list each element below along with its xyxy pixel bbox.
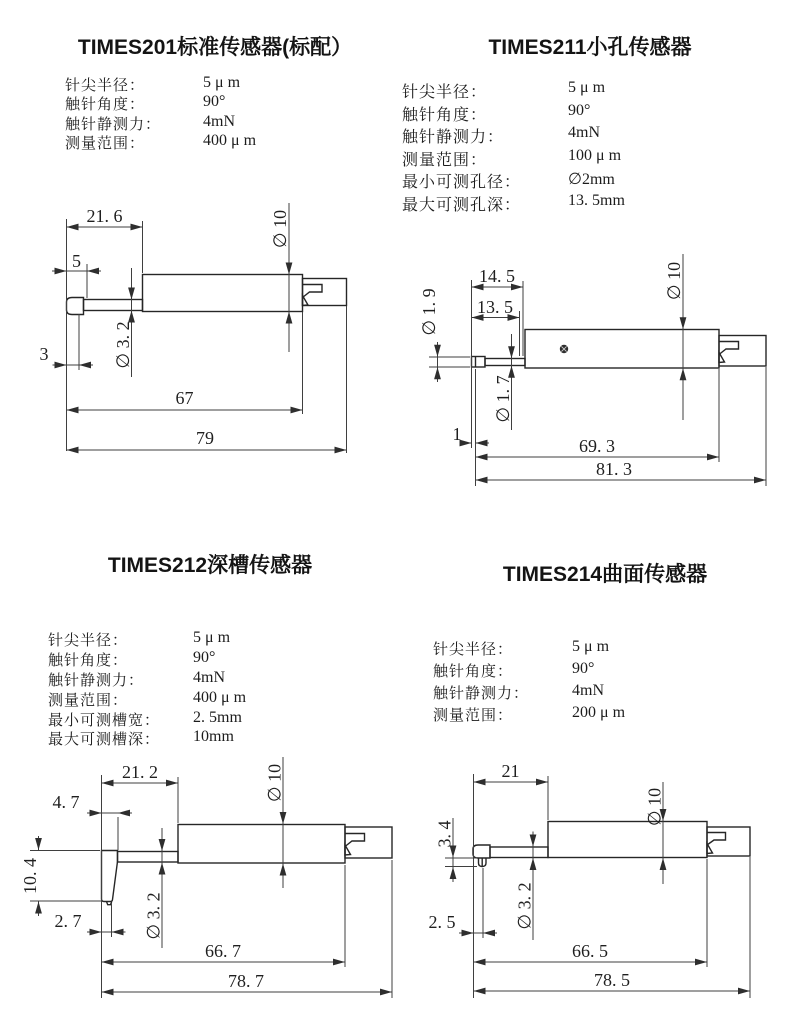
spec-label: 最大可测孔深： xyxy=(402,196,522,214)
dim-body-length-label: 66. 7 xyxy=(205,941,241,961)
connector-wedge xyxy=(719,353,725,363)
connector xyxy=(345,827,392,858)
spec-value: 5 μ m xyxy=(193,629,231,646)
dimension-labels xyxy=(40,206,291,448)
sensor-body xyxy=(525,330,719,369)
spec-label: 触针静测力： xyxy=(48,672,145,689)
spec-row xyxy=(48,629,231,649)
dim-top-length2-label: 13. 5 xyxy=(477,297,513,317)
spec-row xyxy=(433,638,610,660)
spec-value: 90° xyxy=(572,660,595,677)
dim-total-length-label: 81. 3 xyxy=(596,459,632,479)
spec-value: 90° xyxy=(568,101,591,119)
spec-value: 90° xyxy=(203,93,226,111)
connector-wedge xyxy=(303,296,309,306)
spec-value: 10mm xyxy=(193,728,234,746)
spec-label: 触针静测力： xyxy=(65,116,162,133)
dim-body-length-label: 66. 5 xyxy=(572,941,608,961)
dim-top-length-label: 14. 5 xyxy=(479,266,515,286)
sensor-title: TIMES211小孔传感器 xyxy=(488,36,692,59)
connector-latch xyxy=(303,285,323,298)
stylus-tip xyxy=(67,298,84,315)
spec-label: 测量范围： xyxy=(433,708,514,724)
times212-dimension-drawing xyxy=(10,748,400,1006)
dim-top-length-label: 21. 6 xyxy=(86,206,123,226)
spec-value: 13. 5mm xyxy=(568,191,625,209)
spec-row xyxy=(433,682,604,704)
sensor-title: TIMES201标准传感器(标配） xyxy=(77,36,353,59)
spec-row xyxy=(48,708,242,729)
spec-table xyxy=(402,79,625,215)
spec-value: 5 μ m xyxy=(572,638,610,655)
stylus-shaft xyxy=(485,359,525,366)
times214-dimension-drawing xyxy=(420,748,790,1006)
spec-table xyxy=(65,74,257,152)
spec-value: 4mN xyxy=(193,668,225,686)
spec-label: 触针角度： xyxy=(433,664,514,680)
sensor-body xyxy=(548,822,707,858)
dim-tip-length-label: 4. 7 xyxy=(52,792,80,812)
dimension-labels xyxy=(429,761,665,990)
spec-row xyxy=(48,648,216,669)
dimension-lines xyxy=(52,203,347,453)
spec-row xyxy=(402,191,625,215)
spec-row xyxy=(48,728,234,749)
spec-table xyxy=(48,629,247,749)
groove-blade xyxy=(102,851,118,902)
spec-label: 针尖半径： xyxy=(402,84,488,101)
times201-dimension-drawing xyxy=(20,195,390,465)
spec-label: 触针角度： xyxy=(48,652,129,669)
sensor-outline xyxy=(472,330,767,369)
spec-label: 针尖半径： xyxy=(433,642,514,658)
spec-row xyxy=(48,688,247,709)
spec-table xyxy=(433,638,626,726)
dim-tip-offset-label: 1 xyxy=(452,424,462,444)
spec-value: 5 μ m xyxy=(203,74,241,91)
dim-total-length-label: 78. 7 xyxy=(228,971,264,991)
dim-shaft-diameter-label: ∅ 3. 2 xyxy=(514,882,535,930)
spec-label: 触针角度： xyxy=(402,106,488,124)
spec-label: 测量范围： xyxy=(65,135,146,152)
dim-body-diameter-label: ∅ 10 xyxy=(644,787,665,827)
connector-latch xyxy=(719,342,739,355)
dim-tip-offset-label: 2. 7 xyxy=(54,911,82,931)
spec-label: 针尖半径： xyxy=(65,78,146,94)
connector xyxy=(707,827,750,856)
sensor-title: TIMES212深槽传感器 xyxy=(107,554,313,577)
spec-value: 4mN xyxy=(568,124,600,142)
stylus-shaft xyxy=(84,300,143,311)
spec-value: 100 μ m xyxy=(568,146,622,164)
spec-label: 触针静测力： xyxy=(433,686,530,702)
spec-label: 针尖半径： xyxy=(48,633,129,649)
spec-row xyxy=(402,79,606,102)
stylus-head xyxy=(472,357,486,368)
dim-body-diameter-label: ∅ 10 xyxy=(270,209,290,249)
dim-shaft-diameter-label: ∅ 3. 2 xyxy=(113,321,133,369)
sensor-body xyxy=(178,825,345,864)
dim-total-length-label: 78. 5 xyxy=(594,970,630,990)
dim-top-length-label: 21 xyxy=(501,761,520,781)
dim-body-diameter-label: ∅ 10 xyxy=(264,763,285,803)
dim-body-diameter-label: ∅ 10 xyxy=(664,261,684,301)
connector-wedge xyxy=(707,844,713,854)
connector-wedge xyxy=(345,845,351,855)
spec-row xyxy=(65,93,226,114)
spec-row xyxy=(402,101,591,125)
times211-dimension-drawing xyxy=(400,240,790,490)
spec-value: 4mN xyxy=(572,682,604,699)
spec-label: 触针角度： xyxy=(65,97,146,114)
spec-label: 最大可测槽深： xyxy=(48,732,161,749)
dim-shaft-diameter-label: ∅ 1. 7 xyxy=(493,375,513,423)
dim-body-length-label: 69. 3 xyxy=(579,436,615,456)
dim-tip-diameter-label: ∅ 1. 9 xyxy=(419,288,439,336)
spec-row xyxy=(402,146,622,170)
spec-row xyxy=(433,704,626,726)
spec-value: 5 μ m xyxy=(568,79,606,96)
spec-row xyxy=(48,668,225,689)
spec-label: 测量范围： xyxy=(48,692,129,709)
dim-tip-offset-label: 3 xyxy=(39,344,49,364)
spec-row xyxy=(65,131,257,152)
spec-value: 4mN xyxy=(203,112,235,130)
spec-row xyxy=(65,112,235,133)
stylus-head xyxy=(473,845,490,858)
dim-tip-length-label: 5 xyxy=(72,251,81,271)
dim-top-length-label: 21. 2 xyxy=(122,762,158,782)
dim-tip-offset-label: 2. 5 xyxy=(428,912,456,932)
spec-row xyxy=(65,74,241,94)
spec-row xyxy=(402,169,615,192)
dim-total-length-label: 79 xyxy=(196,428,214,448)
dim-groove-depth-label: 10. 4 xyxy=(20,858,40,894)
dimension-labels xyxy=(419,262,684,479)
sensor-title: TIMES214曲面传感器 xyxy=(502,563,708,586)
spec-row xyxy=(402,124,600,147)
sensor-outline xyxy=(67,275,347,315)
spec-label: 最小可测槽宽： xyxy=(48,712,161,729)
sensor-body xyxy=(143,275,303,312)
spec-label: 测量范围： xyxy=(402,151,488,169)
dim-tip-drop-label: 3. 4 xyxy=(434,820,455,848)
stylus-shaft xyxy=(118,852,179,863)
dim-body-length-label: 67 xyxy=(175,388,194,408)
spec-label: 触针静测力： xyxy=(402,129,505,147)
spec-value: 90° xyxy=(193,648,216,666)
connector-latch xyxy=(345,834,365,847)
spec-row xyxy=(433,660,595,682)
spec-value: ∅2mm xyxy=(568,171,615,189)
connector xyxy=(719,336,766,367)
dim-shaft-diameter-label: ∅ 3. 2 xyxy=(143,892,164,940)
dimension-lines xyxy=(445,774,750,998)
stylus-shaft xyxy=(490,847,548,858)
spec-value: 2. 5mm xyxy=(193,708,242,726)
dimension-labels xyxy=(20,762,285,991)
dimension-lines xyxy=(30,757,392,998)
spec-value: 400 μ m xyxy=(193,688,247,706)
connector-latch xyxy=(707,833,726,846)
sensor-outline xyxy=(473,822,750,867)
spec-label: 最小可测孔径： xyxy=(402,174,522,192)
spec-value: 200 μ m xyxy=(572,704,626,721)
spec-value: 400 μ m xyxy=(203,131,257,149)
